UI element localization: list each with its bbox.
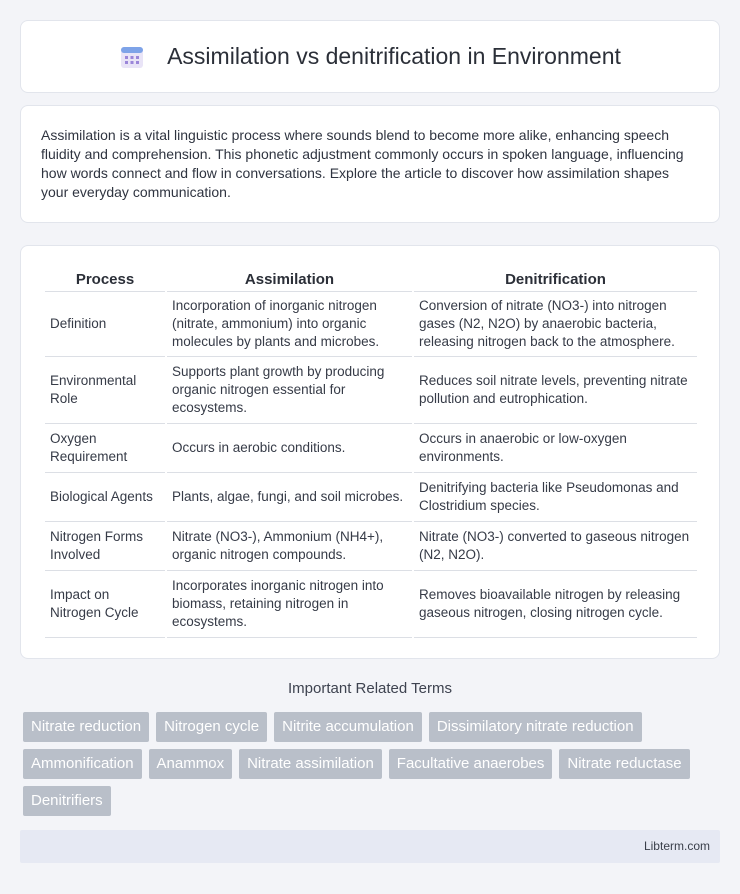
assimilation-cell: Plants, algae, fungi, and soil microbes. bbox=[167, 473, 412, 522]
tag-nitrogen-cycle[interactable]: Nitrogen cycle bbox=[156, 712, 267, 742]
process-cell: Oxygen Requirement bbox=[45, 424, 165, 473]
calendar-icon bbox=[119, 44, 145, 70]
tag-facultative-anaerobes[interactable]: Facultative anaerobes bbox=[389, 749, 553, 779]
intro-text: Assimilation is a vital linguistic process where sounds blend to become more alike, enhancing speech fluidity and comprehension. This phonetic adjustment commonly occurs in spoken language, influencing how words connect and flow in conversations. Explore the article to discover how assimilation shapes your everyday communication. bbox=[41, 127, 684, 200]
tag-dissimilatory-nitrate-reduction[interactable]: Dissimilatory nitrate reduction bbox=[429, 712, 642, 742]
table-row bbox=[45, 473, 697, 522]
denitrification-cell: Conversion of nitrate (NO3-) into nitrogen gases (N2, N2O) by anaerobic bacteria, releasing nitrogen back to the atmosphere. bbox=[414, 292, 697, 357]
assimilation-cell: Incorporation of inorganic nitrogen (nitrate, ammonium) into organic molecules by plants and microbes. bbox=[167, 292, 412, 357]
table-row bbox=[45, 292, 697, 357]
assimilation-cell: Occurs in aerobic conditions. bbox=[167, 424, 412, 473]
denitrification-cell: Removes bioavailable nitrogen by releasing gaseous nitrogen, closing nitrogen cycle. bbox=[414, 571, 697, 638]
process-cell: Definition bbox=[45, 292, 165, 357]
footer bbox=[20, 830, 720, 863]
assimilation-cell: Supports plant growth by producing organic nitrogen essential for ecosystems. bbox=[167, 357, 412, 424]
tag-denitrifiers[interactable]: Denitrifiers bbox=[23, 786, 111, 816]
process-cell: Biological Agents bbox=[45, 473, 165, 522]
denitrification-cell: Nitrate (NO3-) converted to gaseous nitrogen (N2, N2O). bbox=[414, 522, 697, 571]
process-cell: Impact on Nitrogen Cycle bbox=[45, 571, 165, 638]
header-assimilation: Assimilation bbox=[167, 264, 412, 292]
denitrification-cell: Denitrifying bacteria like Pseudomonas and Clostridium species. bbox=[414, 473, 697, 522]
tag-nitrate-reductase[interactable]: Nitrate reductase bbox=[559, 749, 689, 779]
process-cell: Nitrogen Forms Involved bbox=[45, 522, 165, 571]
assimilation-cell: Incorporates inorganic nitrogen into biomass, retaining nitrogen in ecosystems. bbox=[167, 571, 412, 638]
process-cell: Environmental Role bbox=[45, 357, 165, 424]
tag-nitrate-assimilation[interactable]: Nitrate assimilation bbox=[239, 749, 382, 779]
table-row bbox=[45, 357, 697, 424]
tag-nitrite-accumulation[interactable]: Nitrite accumulation bbox=[274, 712, 422, 742]
page-title: Assimilation vs denitrification in Environment bbox=[167, 43, 621, 69]
table-row bbox=[45, 424, 697, 473]
denitrification-cell: Occurs in anaerobic or low-oxygen environments. bbox=[414, 424, 697, 473]
title-card bbox=[20, 20, 720, 93]
related-terms-list bbox=[23, 712, 723, 816]
header-denitrification: Denitrification bbox=[414, 264, 697, 292]
related-terms-title: Important Related Terms bbox=[288, 680, 452, 697]
comparison-card bbox=[20, 245, 720, 659]
table-row bbox=[45, 522, 697, 571]
footer-link[interactable]: Libterm.com bbox=[643, 839, 710, 853]
denitrification-cell: Reduces soil nitrate levels, preventing nitrate pollution and eutrophication. bbox=[414, 357, 697, 424]
tag-ammonification[interactable]: Ammonification bbox=[23, 749, 142, 779]
assimilation-cell: Nitrate (NO3-), Ammonium (NH4+), organic nitrogen compounds. bbox=[167, 522, 412, 571]
table-header-row bbox=[45, 264, 697, 292]
tag-nitrate-reduction[interactable]: Nitrate reduction bbox=[23, 712, 149, 742]
comparison-table bbox=[43, 264, 699, 638]
intro-card bbox=[20, 105, 720, 223]
table-row bbox=[45, 571, 697, 638]
tag-anammox[interactable]: Anammox bbox=[149, 749, 233, 779]
header-process: Process bbox=[45, 264, 165, 292]
